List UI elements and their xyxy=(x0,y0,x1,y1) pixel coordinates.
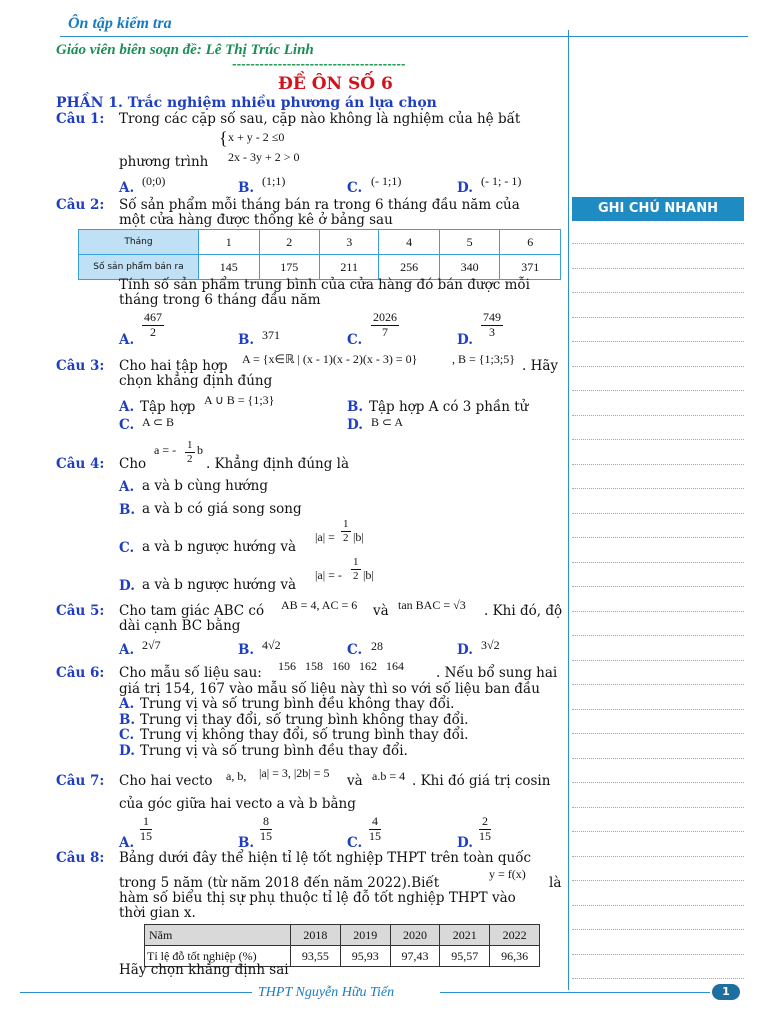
q2-text: Số sản phẩm mỗi tháng bán ra trong 6 tháng đầu năm của xyxy=(119,197,520,213)
q4-option-d-lhs[interactable]: |a| = - xyxy=(315,568,342,582)
q5-given: AB = 4, AC = 6 xyxy=(281,598,358,612)
q5-text: Cho tam giác ABC có xyxy=(119,603,265,619)
note-line xyxy=(572,758,744,759)
q2-sales-table xyxy=(78,229,561,280)
q1-brace: { xyxy=(219,128,228,148)
footer-school: THPT Nguyễn Hữu Tiến xyxy=(258,985,395,1000)
q4-option-a-label[interactable]: A. xyxy=(119,479,135,495)
q4-option-d[interactable]: a và b ngược hướng và xyxy=(142,577,297,593)
q7-label: Câu 7: xyxy=(56,773,105,789)
q8-text2: trong 5 năm (từ năm 2018 đến năm 2022).Biết xyxy=(119,875,440,891)
q2-label: Câu 2: xyxy=(56,197,105,213)
fraction-denominator: 15 xyxy=(140,828,152,843)
q5-text2: dài cạnh BC bằng xyxy=(119,618,241,634)
q8-text4: thời gian x. xyxy=(119,905,196,921)
q4-option-b-label[interactable]: B. xyxy=(119,502,136,518)
table-header: Số sản phẩm bán ra xyxy=(79,255,199,280)
note-line xyxy=(572,439,744,440)
fraction-numerator: 8 xyxy=(260,815,272,830)
q5-option-c-label[interactable]: C. xyxy=(347,642,363,658)
q7-dot: a.b = 4 xyxy=(372,769,406,783)
q2-option-d-label[interactable]: D. xyxy=(457,332,473,348)
note-line xyxy=(572,464,744,465)
q4-text: Cho xyxy=(119,456,147,472)
q7-tail: . Khi đó giá trị cosin xyxy=(412,773,551,789)
page-number: 1 xyxy=(722,985,730,998)
q4-expr-a: a = - xyxy=(154,443,177,457)
q4-option-c[interactable]: a và b ngược hướng và xyxy=(142,539,297,555)
bottom-left-rule xyxy=(20,992,252,993)
q5-option-b[interactable]: 4√2 xyxy=(262,638,281,652)
q7-text: Cho hai vecto xyxy=(119,773,213,789)
q6-text2: giá trị 154, 167 vào mẫu số liệu này thì so với số liệu ban đầu xyxy=(119,681,540,697)
q5-tan: tan BAC = √3 xyxy=(398,598,466,612)
fraction-denominator: 2 xyxy=(353,569,359,582)
q3-option-c-label[interactable]: C. xyxy=(119,417,135,433)
fraction-denominator: 2 xyxy=(187,452,193,465)
q1-label: Câu 1: xyxy=(56,111,105,127)
notes-label: GHI CHÚ NHANH xyxy=(598,201,718,216)
note-line xyxy=(572,856,744,857)
q2-text3: Tính số sản phẩm trung bình của cửa hàng đó bán được mỗi xyxy=(119,277,530,293)
notes-box xyxy=(572,197,744,221)
q1-system-2: 2x - 3y + 2 > 0 xyxy=(228,150,300,164)
table-cell: 5 xyxy=(439,230,500,255)
top-rule xyxy=(60,36,748,37)
note-line xyxy=(572,366,744,367)
q4-fraction xyxy=(185,439,195,465)
q7-option-c-label[interactable]: C. xyxy=(347,835,363,851)
table-header: Năm xyxy=(145,925,291,946)
note-line xyxy=(572,562,744,563)
q4-option-d-fraction[interactable] xyxy=(351,556,361,582)
table-cell: 2 xyxy=(259,230,320,255)
q2-text2: một cửa hàng được thống kê ở bảng sau xyxy=(119,212,393,228)
q1-system-1: x + y - 2 ≤0 xyxy=(228,130,285,144)
q2-option-d[interactable] xyxy=(481,311,503,340)
q3-set-b: , B = {1;3;5} xyxy=(452,352,515,366)
q8-function: y = f(x) xyxy=(489,867,526,881)
table-cell: 97,43 xyxy=(390,946,440,967)
table-cell: 2020 xyxy=(390,925,440,946)
note-line xyxy=(572,537,744,538)
table-cell: 371 xyxy=(500,255,561,280)
fraction-numerator: 2 xyxy=(479,815,491,830)
note-line xyxy=(572,905,744,906)
note-line xyxy=(572,415,744,416)
q3-option-a-math[interactable]: A ∪ B = {1;3} xyxy=(204,393,275,407)
q1-option-b-label[interactable]: B. xyxy=(238,180,255,196)
q3-option-a-label[interactable]: A. xyxy=(119,399,135,415)
q5-option-d[interactable]: 3√2 xyxy=(481,638,500,652)
table-row xyxy=(79,230,561,255)
fraction-numerator: 4 xyxy=(369,815,381,830)
q4-option-d-rhs[interactable]: |b| xyxy=(363,568,374,582)
q5-option-a-label[interactable]: A. xyxy=(119,642,135,658)
note-line xyxy=(572,782,744,783)
q6-text: Cho mẫu số liệu sau: xyxy=(119,665,262,681)
note-line xyxy=(572,586,744,587)
q5-option-a[interactable]: 2√7 xyxy=(142,638,161,652)
note-line xyxy=(572,954,744,955)
fraction-numerator: 467 xyxy=(144,310,162,324)
q3-option-b[interactable]: Tập hợp A có 3 phần tử xyxy=(369,399,529,415)
table-cell: 2019 xyxy=(340,925,390,946)
note-line xyxy=(572,292,744,293)
table-row xyxy=(145,925,540,946)
q5-option-b-label[interactable]: B. xyxy=(238,642,255,658)
note-line xyxy=(572,341,744,342)
q3-tail: . Hãy xyxy=(522,358,559,374)
q4-option-c-rhs[interactable]: |b| xyxy=(353,530,364,544)
right-column-rule xyxy=(568,30,569,990)
q6-option-c-label[interactable]: C. xyxy=(119,727,135,743)
q1-text2: phương trình xyxy=(119,154,209,170)
q3-text: Cho hai tập hợp xyxy=(119,358,228,374)
q4-option-a[interactable]: a và b cùng hướng xyxy=(142,478,268,494)
note-line xyxy=(572,660,744,661)
q6-option-b-label[interactable]: B. xyxy=(119,712,136,728)
fraction-numerator: 1 xyxy=(353,556,359,568)
table-cell: 93,55 xyxy=(291,946,341,967)
q2-option-c[interactable] xyxy=(371,311,399,340)
note-line xyxy=(572,831,744,832)
note-line xyxy=(572,488,744,489)
q2-option-a-label[interactable]: A. xyxy=(119,332,135,348)
table-cell: 96,36 xyxy=(490,946,540,967)
q3-option-d[interactable]: B ⊂ A xyxy=(371,415,404,429)
q4-label: Câu 4: xyxy=(56,456,105,472)
q7-option-a[interactable] xyxy=(140,815,152,844)
q1-text: Trong các cặp số sau, cặp nào không là nghiệm của hệ bất xyxy=(119,111,521,127)
q3-set-a: A = {x∈ℝ | (x - 1)(x - 2)(x - 3) = 0} xyxy=(242,352,418,366)
series-title: Ôn tập kiểm tra xyxy=(68,15,172,32)
fraction-numerator: 749 xyxy=(483,310,501,324)
note-line xyxy=(572,684,744,685)
note-line xyxy=(572,807,744,808)
q8-label: Câu 8: xyxy=(56,850,105,866)
table-header: Tỉ lệ đỗ tốt nghiệp (%) xyxy=(145,946,291,967)
table-cell: 175 xyxy=(259,255,320,280)
q7-and: và xyxy=(347,773,363,789)
q6-option-d[interactable]: Trung vị và số trung bình đều thay đổi. xyxy=(140,743,408,759)
fraction-denominator: 2 xyxy=(343,531,349,544)
note-line xyxy=(572,390,744,391)
q7-text2: của góc giữa hai vecto a và b bằng xyxy=(119,796,356,812)
q5-option-d-label[interactable]: D. xyxy=(457,642,473,658)
note-line xyxy=(572,635,744,636)
q5-label: Câu 5: xyxy=(56,603,105,619)
table-cell: 2018 xyxy=(291,925,341,946)
q6-data: 156 158 160 162 164 xyxy=(278,659,404,673)
fraction-denominator: 15 xyxy=(369,828,381,843)
q5-option-c[interactable]: 28 xyxy=(371,639,383,653)
note-line xyxy=(572,880,744,881)
q6-option-a-label[interactable]: A. xyxy=(119,696,135,712)
q2-text4: tháng trong 6 tháng đầu năm xyxy=(119,292,321,308)
title-dashes: -------------------------------------- xyxy=(232,58,406,71)
author-line: Giáo viên biên soạn đề: Lê Thị Trúc Linh xyxy=(56,42,314,58)
q1-option-c[interactable]: (- 1;1) xyxy=(371,174,402,188)
fraction-numerator: 1 xyxy=(187,439,193,451)
q7-option-c[interactable] xyxy=(369,815,381,844)
table-header: Tháng xyxy=(79,230,199,255)
q8-text2b: là xyxy=(549,875,562,891)
q2-option-b-label[interactable]: B. xyxy=(238,332,255,348)
fraction-numerator: 2026 xyxy=(373,310,397,324)
note-line xyxy=(572,513,744,514)
q3-option-c[interactable]: A ⊂ B xyxy=(142,415,175,429)
note-line xyxy=(572,268,744,269)
q1-option-d[interactable]: (- 1; - 1) xyxy=(481,174,522,188)
q8-text5: Hãy chọn khẳng định sai xyxy=(119,962,289,978)
q1-option-d-label[interactable]: D. xyxy=(457,180,473,196)
table-cell: 2021 xyxy=(440,925,490,946)
note-line xyxy=(572,317,744,318)
q4-option-c-fraction[interactable] xyxy=(341,518,351,544)
q6-option-d-label[interactable]: D. xyxy=(119,743,135,759)
q3-text2: chọn khẳng định đúng xyxy=(119,373,273,389)
fraction-denominator: 3 xyxy=(489,324,495,339)
q8-text3: hàm số biểu thị sự phụ thuộc tỉ lệ đỗ tốt nghiệp THPT vào xyxy=(119,890,516,906)
fraction-denominator: 2 xyxy=(150,324,156,339)
q3-option-a-text[interactable]: Tập hợp xyxy=(140,399,196,415)
table-cell: 145 xyxy=(199,255,260,280)
q6-label: Câu 6: xyxy=(56,665,105,681)
table-row xyxy=(79,255,561,280)
fraction-numerator: 1 xyxy=(140,815,152,830)
note-line xyxy=(572,929,744,930)
table-cell: 95,93 xyxy=(340,946,390,967)
q2-option-c-label[interactable]: C. xyxy=(347,332,363,348)
q7-option-b[interactable] xyxy=(260,815,272,844)
q8-text: Bảng dưới đây thể hiện tỉ lệ tốt nghiệp THPT trên toàn quốc xyxy=(119,850,532,866)
fraction-denominator: 15 xyxy=(260,828,272,843)
q7-option-d-label[interactable]: D. xyxy=(457,835,473,851)
table-cell: 4 xyxy=(379,230,440,255)
note-line xyxy=(572,611,744,612)
q7-vectors: a, b, xyxy=(226,769,247,783)
table-cell: 95,57 xyxy=(440,946,490,967)
q1-option-a[interactable]: (0;0) xyxy=(142,174,166,188)
q7-option-b-label[interactable]: B. xyxy=(238,835,255,851)
note-line xyxy=(572,733,744,734)
q1-option-b[interactable]: (1;1) xyxy=(262,174,286,188)
fraction-numerator: 1 xyxy=(343,518,349,530)
q7-option-a-label[interactable]: A. xyxy=(119,835,135,851)
q7-option-d[interactable] xyxy=(479,815,491,844)
q4-option-d-label[interactable]: D. xyxy=(119,578,135,594)
fraction-denominator: 15 xyxy=(479,828,491,843)
q8-graduation-table xyxy=(144,924,540,967)
fraction-denominator: 7 xyxy=(382,324,388,339)
q1-option-c-label[interactable]: C. xyxy=(347,180,363,196)
q3-option-d-label[interactable]: D. xyxy=(347,417,363,433)
page-number-badge xyxy=(712,984,740,1000)
q6-tail: . Nếu bổ sung hai xyxy=(436,665,558,681)
q5-and: và xyxy=(373,603,389,619)
q1-option-a-label[interactable]: A. xyxy=(119,180,135,196)
table-cell: 2022 xyxy=(490,925,540,946)
table-cell: 256 xyxy=(379,255,440,280)
q6-option-b[interactable]: Trung vị thay đổi, số trung bình không thay đổi. xyxy=(140,712,469,728)
q3-option-b-label[interactable]: B. xyxy=(347,399,364,415)
page-title: ĐỀ ÔN SỐ 6 xyxy=(278,74,393,94)
q4-option-b[interactable]: a và b có giá song song xyxy=(142,501,302,517)
table-cell: 6 xyxy=(500,230,561,255)
note-line xyxy=(572,243,744,244)
part-heading: PHẦN 1. Trắc nghiệm nhiều phương án lựa chọn xyxy=(56,95,437,111)
bottom-rule xyxy=(440,992,710,993)
q6-option-c[interactable]: Trung vị không thay đổi, số trung bình thay đổi. xyxy=(140,727,469,743)
table-cell: 3 xyxy=(320,230,379,255)
table-cell: 340 xyxy=(439,255,500,280)
q6-option-a[interactable]: Trung vị và số trung bình đều không thay đổi. xyxy=(140,696,455,712)
q4-expr-b: b xyxy=(197,443,203,457)
table-cell: 211 xyxy=(320,255,379,280)
note-line xyxy=(572,709,744,710)
q7-norms: |a| = 3, |2b| = 5 xyxy=(259,766,330,780)
q4-option-c-lhs[interactable]: |a| = xyxy=(315,530,335,544)
note-line xyxy=(572,978,744,979)
q4-option-c-label[interactable]: C. xyxy=(119,540,135,556)
q3-label: Câu 3: xyxy=(56,358,105,374)
q4-tail: . Khẳng định đúng là xyxy=(206,456,350,472)
table-cell: 1 xyxy=(199,230,260,255)
q5-tail: . Khi đó, độ xyxy=(484,603,563,619)
q2-option-a[interactable] xyxy=(142,311,164,340)
q2-option-b[interactable]: 371 xyxy=(262,328,280,342)
